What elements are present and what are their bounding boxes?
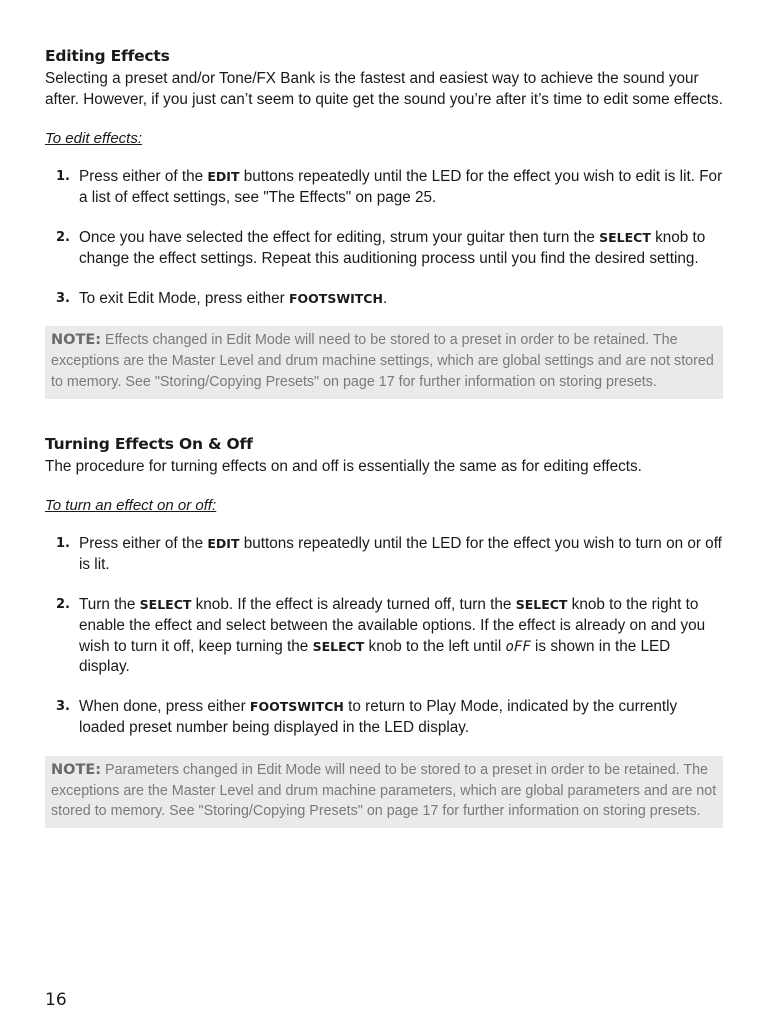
step-text: Press either of the <box>79 535 208 553</box>
step-text: Press either of the <box>79 168 208 186</box>
list-item <box>45 595 723 678</box>
step-text: knob to the left until <box>364 637 506 655</box>
page-number: 16 <box>45 990 67 1010</box>
key-label: SELECT <box>515 596 568 612</box>
step-text: To exit Edit Mode, press either <box>79 289 290 307</box>
section-turning-effects <box>45 435 723 828</box>
led-display-text: oFF <box>505 638 531 655</box>
list-item <box>45 534 723 576</box>
step-number: 2. <box>56 229 70 245</box>
procedure-subheading: To turn an effect on or off: <box>45 496 217 514</box>
edit-steps-list <box>45 167 723 309</box>
step-number: 1. <box>56 169 70 185</box>
step-text: is shown in the LED display. <box>79 637 671 676</box>
section-intro: The procedure for turning effects on and off is essentially the same as for editing effects. <box>45 457 642 475</box>
key-label: EDIT <box>207 169 240 185</box>
step-text: When done, press either <box>79 698 250 716</box>
procedure-subheading: To edit effects: <box>45 129 143 147</box>
step-number: 1. <box>56 536 70 552</box>
step-text: buttons repeatedly until the LED for the effect you wish to turn on or off is lit. <box>79 535 722 574</box>
step-text: knob to the right to enable the effect and select between the available options. If the effect is already on and you wish to turn it off, keep turning the <box>79 595 706 655</box>
key-label: SELECT <box>599 229 651 245</box>
section-title-editing-effects: Editing Effects <box>45 47 170 65</box>
step-number: 3. <box>56 290 70 306</box>
key-label: FOOTSWITCH <box>289 290 383 306</box>
note-label: NOTE: <box>51 761 102 778</box>
step-text: Once you have selected the effect for editing, strum your guitar then turn the <box>79 228 600 246</box>
list-item <box>45 697 723 739</box>
toggle-steps-list <box>45 534 723 738</box>
list-item <box>45 167 723 209</box>
note-text: Effects changed in Edit Mode will need to be stored to a preset in order to be retained. The exceptions are the Master Level and drum machine settings, which are global settings and are not stored to memory. See "Storing/Copying Presets" on page 17 for further information on storing presets. <box>51 332 714 390</box>
list-item <box>45 289 723 310</box>
section-title-turning-effects: Turning Effects On & Off <box>45 434 253 453</box>
key-label: SELECT <box>312 638 365 654</box>
step-text: knob to change the effect settings. Repeat this auditioning process until you find the desired setting. <box>79 228 706 267</box>
key-label: SELECT <box>139 596 192 612</box>
note-box <box>45 756 723 828</box>
key-label: EDIT <box>207 536 240 552</box>
manual-page <box>45 47 723 828</box>
section-intro: Selecting a preset and/or Tone/FX Bank is the fastest and easiest way to achieve the sound your after. However, if you just can’t seem to quite get the sound you’re after it’s time to edit some effects. <box>45 70 723 108</box>
list-item <box>45 228 723 270</box>
key-label: FOOTSWITCH <box>249 699 344 715</box>
note-label: NOTE: <box>51 332 102 349</box>
note-box <box>45 326 723 398</box>
step-text: knob. If the effect is already turned off, turn the <box>191 595 516 613</box>
step-text: Turn the <box>79 595 140 613</box>
step-number: 2. <box>56 596 70 612</box>
step-text: buttons repeatedly until the LED for the effect you wish to edit is lit. For a list of effect settings, see "The Effects" on page 25. <box>79 168 723 207</box>
step-text: . <box>382 289 388 307</box>
note-text: Parameters changed in Edit Mode will need to be stored to a preset in order to be retained. The exceptions are the Master Level and drum machine parameters, which are global parameters and are not stored to memory. See "Storing/Copying Presets" on page 17 for further information on storing presets. <box>51 761 717 820</box>
step-number: 3. <box>56 699 70 715</box>
step-text: to return to Play Mode, indicated by the currently loaded preset number being displayed in the LED display. <box>79 698 678 736</box>
